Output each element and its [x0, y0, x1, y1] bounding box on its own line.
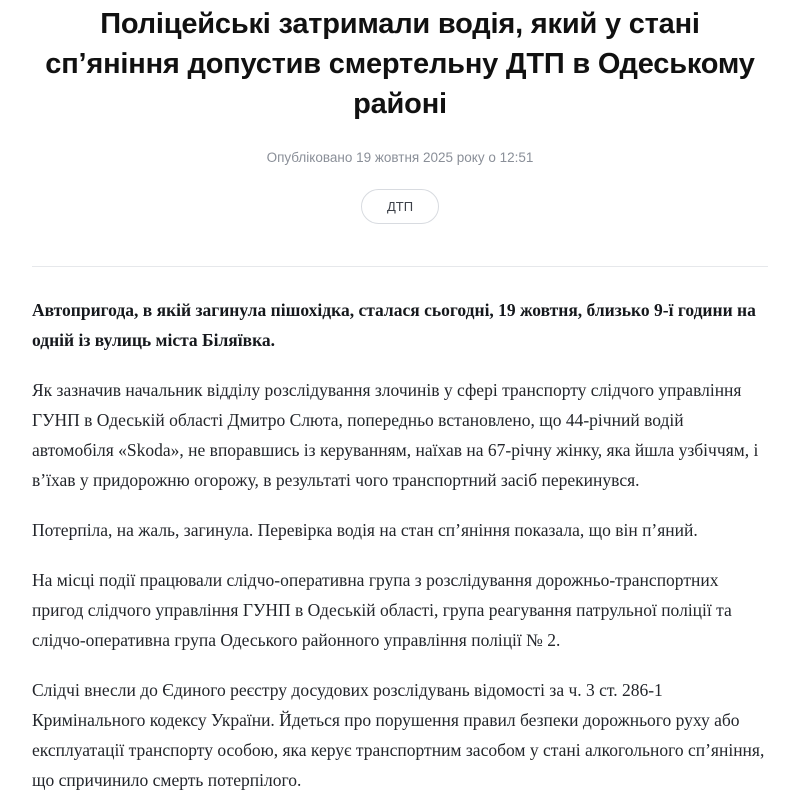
page-title: Поліцейські затримали водія, який у стані сп’яніння допустив смертельну ДТП в Одеському районі	[45, 8, 755, 120]
publish-timestamp: Опубліковано 19 жовтня 2025 року о 12:51	[266, 150, 534, 165]
article-paragraph: Слідчі внесли до Єдиного реєстру досудових розслідувань відомості за ч. 3 ст. 286-1 Кримінального кодексу України. Йдеться про порушення правил безпеки дорожнього руху або експлуатації транспорту особою, яка керує транспортним засобом у стані алкогольного сп’яніння, що спричинило смерть потерпілого.	[32, 680, 765, 790]
article-paragraph-lead: Автопригода, в якій загинула пішохідка, сталася сьогодні, 19 жовтня, близько 9-ї години на одній із вулиць міста Біляївка.	[32, 300, 756, 350]
article-body	[32, 267, 768, 811]
tag-chip-dtp[interactable]: ДТП	[361, 189, 439, 224]
article-paragraph: На місці події працювали слідчо-оперативна група з розслідування дорожньо-транспортних пригод слідчого управління ГУНП в Одеській області, група реагування патрульної поліції та слідчо-оперативна група Одеського районного управління поліції № 2.	[32, 570, 732, 650]
tag-list	[32, 189, 768, 224]
article-header	[32, 0, 768, 224]
article-paragraph: Як зазначив начальник відділу розслідування злочинів у сфері транспорту слідчого управління ГУНП в Одеській області Дмитро Слюта, попередньо встановлено, що 44-річний водій автомобіля «Skoda», не впоравшись із керуванням, наїхав на 67-річну жінку, яка йшла узбіччям, і в’їхав у придорожню огорожу, в результаті чого транспортний засіб перекинувся.	[32, 380, 759, 490]
article-paragraph: Потерпіла, на жаль, загинула. Перевірка водія на стан сп’яніння показала, що він п’яний.	[32, 520, 698, 540]
